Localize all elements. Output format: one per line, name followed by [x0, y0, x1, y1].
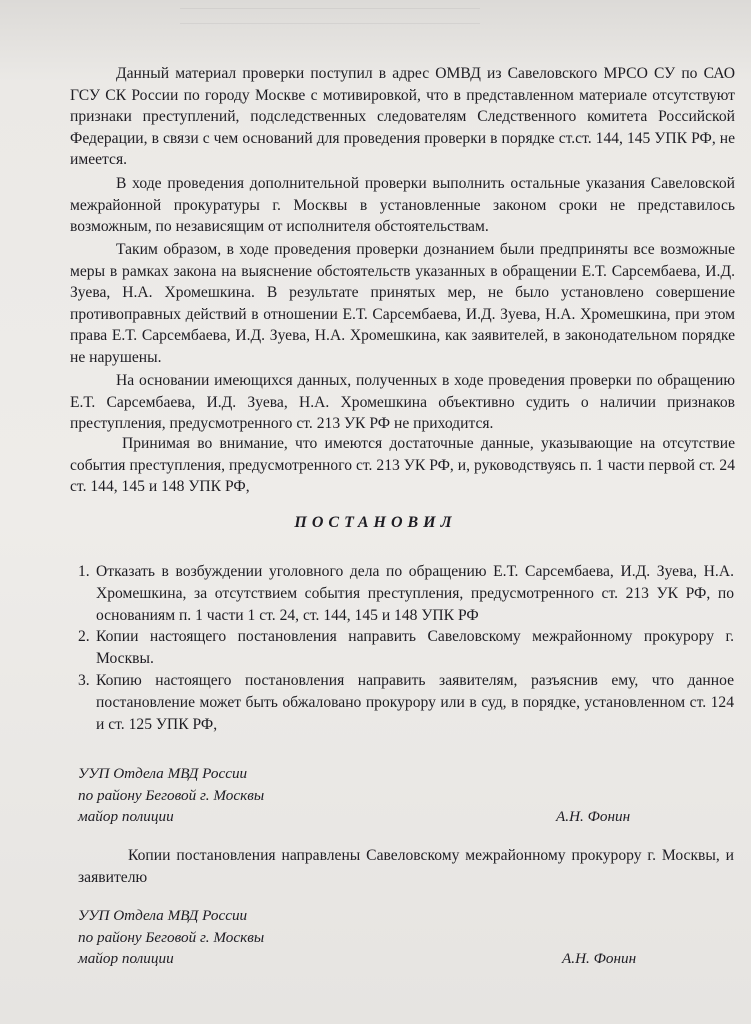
- paragraph-considering: Принимая во внимание, что имеются достаточные данные, указывающие на отсутствие события преступления, предусмотренного ст. 213 УК РФ, и, руководствуясь п. 1 части первой ст. 24 ст. 144, 145 и 148 УПК РФ,: [70, 435, 735, 495]
- signer-name-2: А.Н. Фонин: [562, 950, 637, 967]
- paragraph-measures-taken: Таким образом, в ходе проведения проверки дознанием были предприняты все возможные меры в рамках закона на выяснение обстоятельств указанных в обращении Е.Т. Сарсембаева, И.Д. Зуева, Н.А. Хромешкина. В результате принятых мер, не было установлено совершение противоправных действий в отношении Е.Т. Сарсембаева, И.Д. Зуева, Н.А. Хромешкина, при этом права Е.Т. Сарсембаева, И.Д. Зуева, Н.А. Хромешкина, как заявителей, в законодательном порядке не нарушены.: [70, 241, 735, 366]
- decision-item: [78, 670, 734, 735]
- signer-position-line2: по району Беговой г. Москвы: [78, 928, 265, 946]
- decision-number: 1.: [78, 563, 90, 580]
- signer-rank: майор полиции: [78, 808, 174, 825]
- decision-number: 2.: [78, 628, 90, 646]
- resolution-heading: ПОСТАНОВИЛ: [294, 514, 457, 531]
- signer-position-line2: по району Беговой г. Москвы: [78, 786, 265, 804]
- signer-position-line1: УУП Отдела МВД России: [78, 907, 248, 924]
- decision-item: [78, 561, 734, 626]
- paragraph-data-basis: На основании имеющихся данных, полученных в ходе проведения проверки по обращению Е.Т. Сарсембаева, И.Д. Зуева, Н.А. Хромешкина объективно судить о наличии признаков преступления, предусмотренного ст. 213 УК РФ не приходится.: [70, 372, 735, 432]
- decision-text: Отказать в возбуждении уголовного дела по обращению Е.Т. Сарсембаева, И.Д. Зуева, Н.А. Хромешкина, за отсутствием события преступления, предусмотренного ст. 213 УК РФ, по основаниям п. 1 части 1 ст. 24, ст. 144, 145 и 148 УПК РФ: [96, 563, 734, 624]
- decision-text: Копии настоящего постановления направить Савеловскому межрайонному прокурору г. Москвы.: [96, 628, 734, 668]
- signer-name-1: А.Н. Фонин: [556, 808, 631, 825]
- signer-rank: майор полиции: [78, 950, 174, 967]
- signer-position-line1: УУП Отдела МВД России: [78, 765, 248, 782]
- paragraph-additional-check: В ходе проведения дополнительной проверки выполнить остальные указания Савеловской межрайонной прокуратуры г. Москвы в установленные законом сроки не представилось возможным, по независящим от исполнителя обстоятельствам.: [70, 175, 735, 235]
- decision-list: [78, 561, 734, 735]
- decision-text: Копию настоящего постановления направить заявителям, разъяснив ему, что данное постановление может быть обжаловано прокурору или в суд, в порядке, установленном ст. 124 и ст. 125 УПК РФ,: [96, 671, 734, 733]
- paragraph-material-received: Данный материал проверки поступил в адрес ОМВД из Савеловского МРСО СУ по САО ГСУ СК России по городу Москве с мотивировкой, что в представленном материале отсутствуют признаки преступлений, подследственных следователям Следственного комитета Российской Федерации, в связи с чем оснований для проведения проверки в порядке ст.ст. 144, 145 УПК РФ, не имеется.: [70, 65, 735, 168]
- bleed-through-shadow: [180, 8, 480, 24]
- decision-item: [78, 626, 734, 670]
- copies-note: Копии постановления направлены Савеловскому межрайонному прокурору г. Москвы, и заявителю: [78, 847, 734, 886]
- decision-number: 3.: [78, 671, 90, 689]
